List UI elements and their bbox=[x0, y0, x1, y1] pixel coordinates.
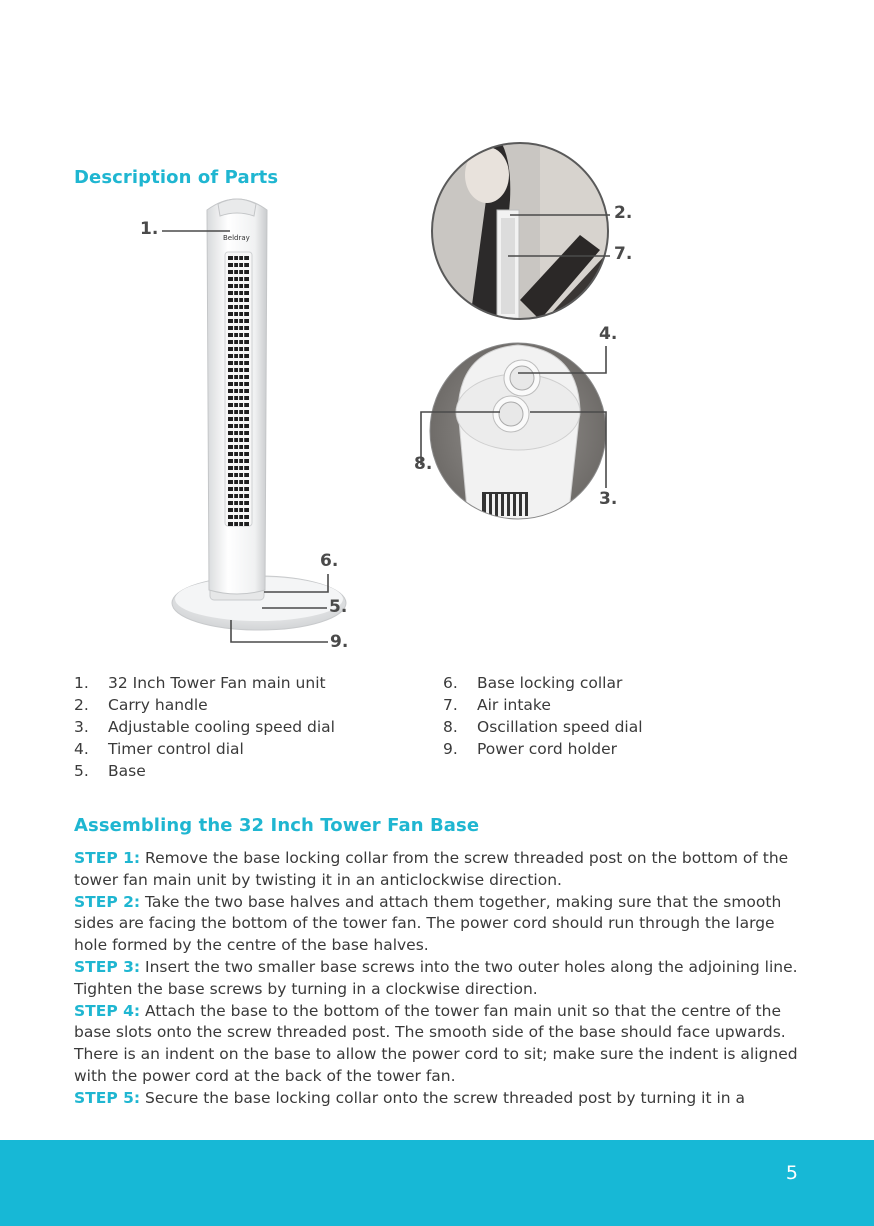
grille-divider bbox=[243, 445, 244, 449]
grille-divider bbox=[243, 291, 244, 295]
grille-divider bbox=[238, 459, 239, 463]
step-label: STEP 1: bbox=[74, 849, 141, 867]
grille-divider bbox=[243, 459, 244, 463]
list-label: Carry handle bbox=[108, 696, 208, 714]
grille-divider bbox=[238, 417, 239, 421]
step-label: STEP 3: bbox=[74, 957, 141, 976]
assembly-steps bbox=[74, 848, 804, 1110]
grille-divider bbox=[238, 438, 239, 442]
grille-divider bbox=[238, 291, 239, 295]
grille-divider bbox=[243, 312, 244, 316]
grille-divider bbox=[233, 305, 234, 309]
grille-divider bbox=[243, 340, 244, 344]
grille-divider bbox=[243, 410, 244, 414]
brand-logo: Beldray bbox=[223, 234, 250, 242]
step-text: Insert the two smaller base screws into the two outer holes along the adjoining line. Tighten the base screws by turning in a clockwise direction. bbox=[74, 957, 798, 998]
grille-divider bbox=[233, 256, 234, 260]
grille-divider bbox=[233, 459, 234, 463]
list-number: 2. bbox=[74, 696, 89, 714]
grille-divider bbox=[233, 389, 234, 393]
grille-divider bbox=[243, 298, 244, 302]
list-label: Oscillation speed dial bbox=[477, 718, 643, 736]
list-label: Timer control dial bbox=[108, 740, 244, 758]
grille-divider bbox=[233, 347, 234, 351]
list-item bbox=[443, 738, 643, 760]
grille-divider bbox=[243, 431, 244, 435]
control-dials-photo bbox=[430, 343, 606, 520]
grille-divider bbox=[243, 333, 244, 337]
grille-divider bbox=[238, 396, 239, 400]
grille-divider bbox=[233, 375, 234, 379]
grille-divider bbox=[233, 354, 234, 358]
step-text: Attach the base to the bottom of the tower fan main unit so that the centre of the base slots onto the screw threaded post. The smooth side of the base should face upwards. There is an indent on the base to allow the power cord to sit; make sure the indent is aligned with the power cord at the back of the tower fan. bbox=[74, 1001, 798, 1085]
callout-6: 6. bbox=[320, 551, 339, 571]
grille-divider bbox=[238, 305, 239, 309]
grille-divider bbox=[233, 522, 234, 526]
grille-divider bbox=[233, 319, 234, 323]
grille-divider bbox=[238, 340, 239, 344]
grille-divider bbox=[238, 333, 239, 337]
grille-divider bbox=[238, 473, 239, 477]
callout-1: 1. bbox=[140, 219, 159, 239]
grille-divider bbox=[238, 312, 239, 316]
step-label: STEP 2: bbox=[74, 892, 141, 911]
list-label: Air intake bbox=[477, 696, 551, 714]
grille-divider bbox=[233, 298, 234, 302]
grille-divider bbox=[233, 312, 234, 316]
grille-divider bbox=[243, 508, 244, 512]
grille-divider bbox=[233, 473, 234, 477]
grille-divider bbox=[238, 256, 239, 260]
grille-divider bbox=[238, 277, 239, 281]
grille-divider bbox=[238, 354, 239, 358]
step-3 bbox=[74, 957, 804, 1001]
list-label: Base locking collar bbox=[477, 674, 623, 692]
grille-divider bbox=[238, 298, 239, 302]
grille-divider bbox=[233, 277, 234, 281]
list-number: 5. bbox=[74, 762, 89, 780]
grille-divider bbox=[243, 473, 244, 477]
grille-divider bbox=[238, 466, 239, 470]
list-label: Base bbox=[108, 762, 146, 780]
list-number: 9. bbox=[443, 740, 458, 758]
grille-divider bbox=[243, 501, 244, 505]
grille-divider bbox=[238, 452, 239, 456]
step-text: Take the two base halves and attach them together, making sure that the smooth sides are facing the bottom of the tower fan. The power cord should run through the large hole formed by the centre of the base halves. bbox=[74, 892, 782, 955]
callout-2: 2. bbox=[614, 203, 633, 223]
grille-divider bbox=[238, 375, 239, 379]
grille-divider bbox=[238, 382, 239, 386]
grille-divider bbox=[243, 305, 244, 309]
grille-divider bbox=[238, 480, 239, 484]
list-item bbox=[74, 672, 335, 694]
step-text: Remove the base locking collar from the screw threaded post on the bottom of the tower fan main unit by twisting it in an anticlockwise direction. bbox=[74, 849, 789, 889]
grille-divider bbox=[233, 291, 234, 295]
grille-divider bbox=[238, 368, 239, 372]
list-number: 3. bbox=[74, 718, 89, 736]
grille-divider bbox=[238, 284, 239, 288]
grille-divider bbox=[238, 389, 239, 393]
grille-divider bbox=[233, 403, 234, 407]
list-number: 4. bbox=[74, 740, 89, 758]
grille-divider bbox=[238, 494, 239, 498]
list-number: 7. bbox=[443, 696, 458, 714]
grille-divider bbox=[243, 368, 244, 372]
grille-divider bbox=[238, 361, 239, 365]
grille-divider bbox=[243, 284, 244, 288]
grille-divider bbox=[233, 452, 234, 456]
list-item bbox=[74, 738, 335, 760]
grille-divider bbox=[233, 487, 234, 491]
grille-divider bbox=[233, 445, 234, 449]
grille-divider bbox=[238, 487, 239, 491]
grille-divider bbox=[243, 389, 244, 393]
grille-divider bbox=[238, 431, 239, 435]
footer-bar bbox=[0, 1140, 874, 1226]
grille-divider bbox=[233, 480, 234, 484]
list-number: 6. bbox=[443, 674, 458, 692]
grille-divider bbox=[233, 466, 234, 470]
step-label: STEP 5: bbox=[74, 1088, 141, 1107]
grille-divider bbox=[243, 466, 244, 470]
list-item bbox=[443, 716, 643, 738]
list-label: Adjustable cooling speed dial bbox=[108, 718, 335, 736]
list-number: 8. bbox=[443, 718, 458, 736]
grille-divider bbox=[233, 438, 234, 442]
grille-divider bbox=[243, 452, 244, 456]
carry-handle-photo bbox=[430, 140, 610, 320]
list-label: 32 Inch Tower Fan main unit bbox=[108, 674, 326, 692]
callout-7: 7. bbox=[614, 244, 633, 264]
grille-divider bbox=[233, 396, 234, 400]
grille-divider bbox=[238, 522, 239, 526]
grille-divider bbox=[238, 501, 239, 505]
grille-divider bbox=[238, 508, 239, 512]
grille-divider bbox=[243, 263, 244, 267]
grille-divider bbox=[233, 410, 234, 414]
callout-8: 8. bbox=[414, 454, 433, 474]
grille-divider bbox=[243, 382, 244, 386]
callout-9: 9. bbox=[330, 632, 349, 652]
parts-list-left bbox=[74, 672, 335, 782]
grille-divider bbox=[233, 382, 234, 386]
grille-divider bbox=[243, 375, 244, 379]
step-1 bbox=[74, 848, 804, 892]
grille-divider bbox=[233, 515, 234, 519]
grille-divider bbox=[238, 424, 239, 428]
callout-5: 5. bbox=[329, 597, 348, 617]
grille-divider bbox=[233, 417, 234, 421]
grille-divider bbox=[243, 319, 244, 323]
grille-divider bbox=[243, 403, 244, 407]
grille-divider bbox=[243, 515, 244, 519]
list-item bbox=[74, 694, 335, 716]
grille-divider bbox=[243, 354, 244, 358]
grille-divider bbox=[238, 263, 239, 267]
callout-3: 3. bbox=[599, 489, 618, 509]
grille-divider bbox=[243, 326, 244, 330]
grille-divider bbox=[243, 480, 244, 484]
parts-list-right bbox=[443, 672, 643, 760]
grille-divider bbox=[233, 508, 234, 512]
grille-divider bbox=[238, 445, 239, 449]
grille-divider bbox=[243, 347, 244, 351]
list-item bbox=[74, 760, 335, 782]
grille-divider bbox=[238, 403, 239, 407]
grille-divider bbox=[233, 263, 234, 267]
grille-divider bbox=[233, 494, 234, 498]
list-number: 1. bbox=[74, 674, 89, 692]
page-number: 5 bbox=[785, 1162, 798, 1184]
grille-divider bbox=[243, 256, 244, 260]
grille-divider bbox=[243, 396, 244, 400]
grille-divider bbox=[238, 410, 239, 414]
grille-divider bbox=[233, 340, 234, 344]
grille-divider bbox=[243, 438, 244, 442]
list-label: Power cord holder bbox=[477, 740, 618, 758]
grille-divider bbox=[238, 347, 239, 351]
grille-divider bbox=[233, 284, 234, 288]
grille-divider bbox=[233, 424, 234, 428]
callout-4: 4. bbox=[599, 324, 618, 344]
grille-divider bbox=[243, 417, 244, 421]
grille-divider bbox=[233, 326, 234, 330]
grille-divider bbox=[233, 333, 234, 337]
grille-divider bbox=[233, 270, 234, 274]
grille-divider bbox=[233, 368, 234, 372]
step-4 bbox=[74, 1001, 804, 1088]
grille-divider bbox=[243, 424, 244, 428]
grille-divider bbox=[238, 319, 239, 323]
grille-divider bbox=[243, 270, 244, 274]
grille-divider bbox=[233, 431, 234, 435]
grille-divider bbox=[243, 277, 244, 281]
grille-divider bbox=[238, 326, 239, 330]
parts-heading: Description of Parts bbox=[74, 167, 279, 188]
step-label: STEP 4: bbox=[74, 1001, 141, 1020]
step-text: Secure the base locking collar onto the screw threaded post by turning it in a bbox=[140, 1088, 746, 1107]
list-item bbox=[443, 672, 643, 694]
grille-divider bbox=[243, 522, 244, 526]
grille-divider bbox=[233, 501, 234, 505]
step-5 bbox=[74, 1088, 804, 1110]
grille-divider bbox=[243, 361, 244, 365]
grille-divider bbox=[243, 487, 244, 491]
assembling-heading: Assembling the 32 Inch Tower Fan Base bbox=[74, 815, 480, 836]
list-item bbox=[443, 694, 643, 716]
grille-divider bbox=[238, 270, 239, 274]
list-item bbox=[74, 716, 335, 738]
grille-divider bbox=[243, 494, 244, 498]
grille-divider bbox=[238, 515, 239, 519]
step-2 bbox=[74, 892, 804, 957]
grille-divider bbox=[233, 361, 234, 365]
